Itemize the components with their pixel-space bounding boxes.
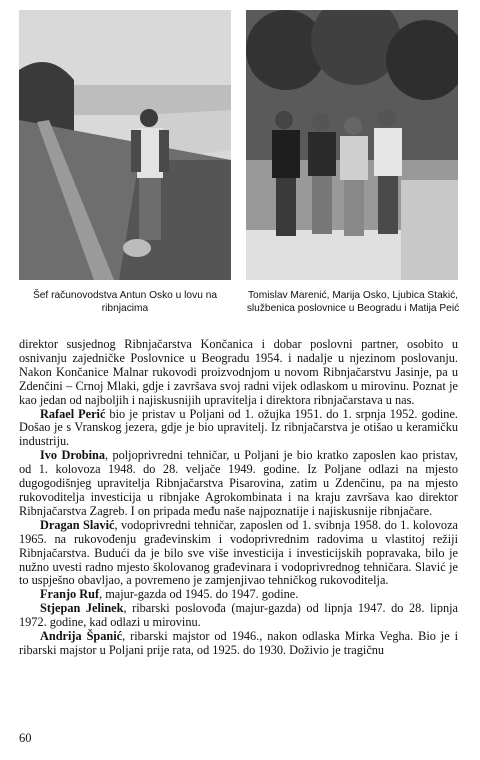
person-name: Andrija Španić [40,629,123,644]
page-number: 60 [19,731,32,745]
paragraph-malnar [19,338,458,408]
paragraph-text: , ribarski majstor od 1946., nakon odlaska Mirka Vegha. Bio je i ribarski majstor u Poljani prije rata, od 1925. do 1930. Doživio je tragičnu [19,629,458,657]
person-name: Ivo Drobina [40,448,105,463]
article-body [19,338,458,658]
paragraph-text: bio je pristav u Poljani od 1. ožujka 1951. do 1. srpnja 1952. godine. Došao je s Vranskog jezera, gdje je bio upravitelj. Iz ribnjačarstva je otišao u keramičku industriju. [19,406,458,449]
paragraph-text: , ribarski poslovođa (majur-gazda) od lipnja 1947. do 28. lipnja 1972. godine, kad odlazi u mirovinu. [19,601,459,630]
paragraph-ivo-drobina [19,449,458,519]
photo-group-of-four [246,10,458,280]
paragraph-text: direktor susjednog Ribnjačarstva Končanica i dobar poslovni partner, osobito u osnivanju zajedničke Poslovnice u Beogradu 1954. i nadalje u njezinom poslovanju. Nakon Končanice Malnar rukovodi proizvodnjom u novom Ribnjačarstvu Jasinje, pa u Zdenčini – Crnoj Mlaki, gdje i završava svoj radni vijek odlaskom u mirovinu. Poznat je kao jedan od najboljih i najiskusnijih upravitelja i direktora ribnjačarstava u nas. [19,337,458,407]
person-name: Rafael Perić [40,406,106,421]
photo-caption-right: Tomislav Marenić, Marija Osko, Ljubica Stakić, službenica poslovnice u Beogradu i Matija Peić [246,290,460,314]
paragraph-stjepan-jelinek [19,602,458,630]
paragraph-franjo-ruf [19,588,458,602]
paragraph-text: , majur-gazda od 1945. do 1947. godine. [99,587,299,602]
paragraph-dragan-slavic [19,519,458,589]
paragraph-andrija-spanic [19,630,458,658]
person-name: Franjo Ruf [40,587,100,602]
paragraph-text: , poljoprivredni tehničar, u Poljani je bio kratko zaposlen kao pristav, od 1. kolovoza 1948. do 28. veljače 1949. godine. Iz Poljane odlazi na mjesto dugogodišnjeg upravitelja Ribnjačarstva Pisarovina, zatim u Zdenčinu, pa na mjesto rukovoditelja investicija u ribnjake Agrokombinata i na kraju završava kao direktor Ribnjačarstva Zagreb. I on pripada među naše najpoznatije i najiskusnije ribnjačare. [19,448,458,518]
paragraph-text: , vodoprivredni tehničar, zaposlen od 1. svibnja 1958. do 1. kolovoza 1965. na rukovođenju građevinskim i vodoprivrednim radovima u vlastitoj režiji Ribnjačarstva. Budući da je bilo sve više investicija i investicijskih popravaka, bilo je nužno uvesti radno mjesto školovanog građevinara i vodoprivrednog tehničara. Slavić je to uspješno obavljao, a povremeno je zamjenjivao tehničkog rukovoditelja. [19,517,458,588]
photo-caption-left: Šef računovodstva Antun Osko u lovu na ribnjacima [32,290,218,314]
photo-antun-osko-hunting [19,10,231,280]
paragraph-rafael-peric [19,408,458,450]
person-name: Stjepan Jelinek [40,601,124,616]
person-name: Dragan Slavić [40,517,115,532]
